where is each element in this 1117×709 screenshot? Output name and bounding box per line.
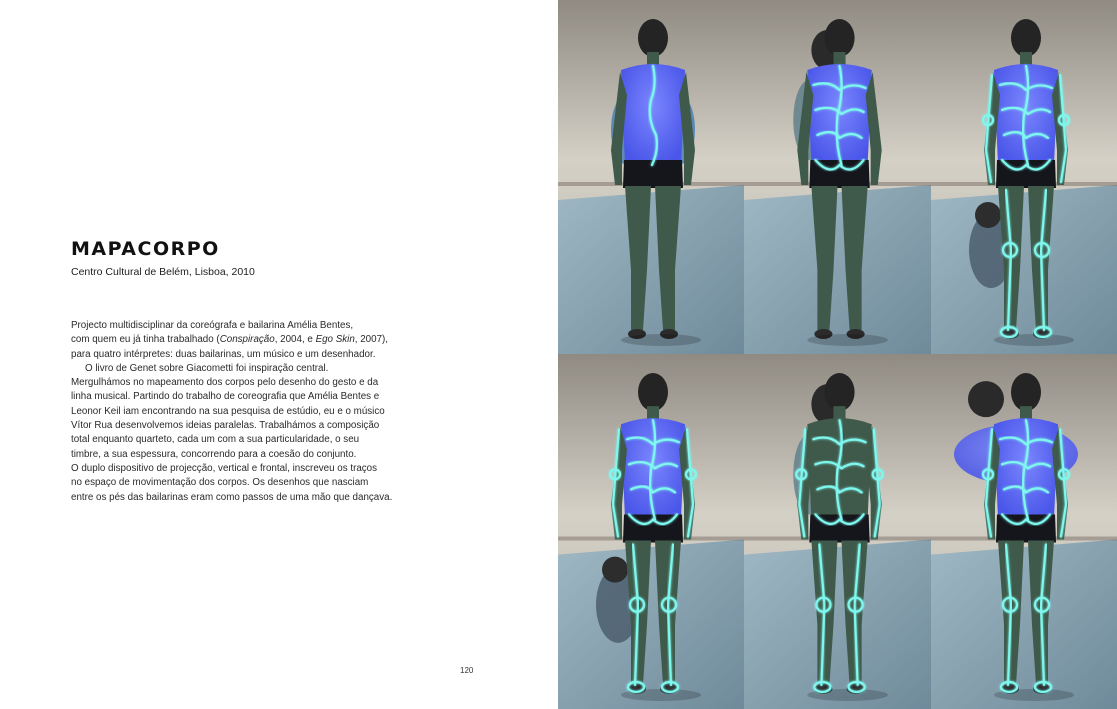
photo-grid bbox=[558, 0, 1117, 709]
work-title: Conspiração bbox=[219, 334, 275, 346]
body-line bbox=[71, 333, 389, 347]
body-line: O duplo dispositivo de projecção, vertical e frontal, inscreveu os traços bbox=[71, 462, 378, 474]
body-line: no espaço de movimentação dos corpos. Os desenhos que nasciam bbox=[71, 477, 369, 489]
body-line: O livro de Genet sobre Giacometti foi inspiração central. bbox=[85, 362, 329, 374]
body-line: Mergulhámos no mapeamento dos corpos pelo desenho do gesto e da bbox=[71, 377, 379, 389]
body-line: Projecto multidisciplinar da coreógrafa e bailarina Amélia Bentes, bbox=[71, 320, 354, 331]
body-line: linha musical. Partindo do trabalho de coreografia que Amélia Bentes e bbox=[71, 391, 380, 403]
performance-photo bbox=[931, 354, 1117, 709]
body-line: timbre, a sua espessura, concorrendo para a coesão do conjunto. bbox=[71, 448, 357, 460]
work-title: Ego Skin bbox=[315, 334, 355, 346]
performance-photo bbox=[744, 354, 931, 709]
body-fragment: , 2004, e bbox=[274, 334, 316, 346]
body-line: Vítor Rua desenvolvemos ideias paralelas. Trabalhámos a composição bbox=[71, 420, 380, 432]
performance-photo bbox=[931, 0, 1117, 354]
body-fragment: com quem eu já tinha trabalhado ( bbox=[71, 334, 220, 346]
body-line: para quatro intérpretes: duas bailarinas, um músico e um desenhador. bbox=[71, 348, 376, 360]
body-text bbox=[71, 319, 393, 505]
body-fragment: , 2007), bbox=[354, 334, 389, 346]
page-subtitle: Centro Cultural de Belém, Lisboa, 2010 bbox=[71, 266, 255, 278]
performance-photo bbox=[558, 0, 744, 354]
body-line: total enquanto quarteto, cada um com a sua particularidade, o seu bbox=[71, 434, 360, 446]
performance-photo bbox=[744, 0, 931, 354]
page-title: MAPACORPO bbox=[71, 238, 220, 260]
body-line: entre os pés das bailarinas eram como passos de uma mão que dançava. bbox=[71, 491, 393, 503]
text-page bbox=[0, 0, 558, 709]
body-line: Leonor Keil iam encontrando na sua pesquisa de estúdio, eu e o músico bbox=[71, 405, 385, 417]
performance-photo bbox=[558, 354, 744, 709]
page-number: 120 bbox=[460, 666, 474, 675]
